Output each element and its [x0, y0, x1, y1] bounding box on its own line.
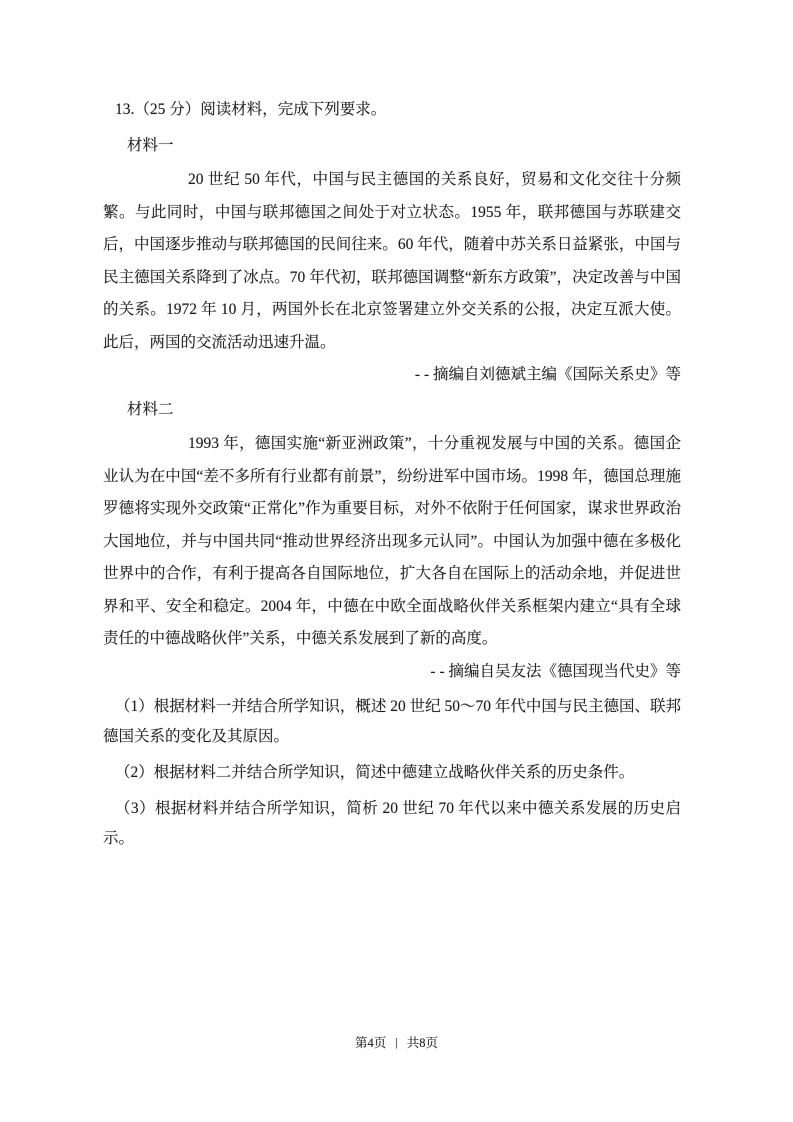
question-header: 13.（25 分）阅读材料，完成下列要求。 [115, 101, 387, 118]
footer-separator: | [395, 1034, 398, 1049]
sub-question-list [103, 692, 681, 854]
material-two-label: 材料二 [127, 400, 174, 418]
page-footer [0, 1033, 793, 1051]
footer-total-pages: 共8页 [406, 1036, 438, 1050]
footer-page-number: 第4页 [355, 1036, 387, 1050]
sub-question-1: （1）根据材料一并结合所学知识，概述 20 世纪 50～70 年代中国与民主德国、联邦德国关系的变化及其原因。 [103, 698, 681, 745]
material-one-paragraph: 20 世纪 50 年代，中国与民主德国的关系良好，贸易和文化交往十分频繁。与此同时，中国与联邦德国之间处于对立状态。1955 年，联邦德国与苏联建交后，中国逐步推动与联邦德国的民间往来。60 年代，随着中苏关系日益紧张，中国与民主德国关系降到了冰点。70 年代初，联邦德国调整“新东方政策”，决定改善与中国的关系。1972 年 10 月，两国外长在北京签署建立外交关系的公报，决定互派大使。此后，两国的交流活动迅速升温。 [103, 171, 681, 351]
sub-question-2: （2）根据材料二并结合所学知识，简述中德建立战略伙伴关系的历史条件。 [115, 764, 635, 781]
sub-question-3: （3）根据材料并结合所学知识，简析 20 世纪 70 年代以来中德关系发展的历史启示。 [103, 800, 681, 847]
material-two-attribution: - - 摘编自吴友法《德国现当代史》等 [430, 662, 681, 680]
exam-question-block [103, 94, 681, 860]
material-one-attribution: - - 摘编自刘德斌主编《国际关系史》等 [414, 366, 681, 383]
material-one-label: 材料一 [127, 136, 174, 154]
material-two-paragraph: 1993 年，德国实施“新亚洲政策”，十分重视发展与中国的关系。德国企业认为在中国“差不多所有行业都有前景”，纷纷进军中国市场。1998 年，德国总理施罗德将实现外交政策“正常化”作为重要目标，对外不依附于任何国家，谋求世界政治大国地位，并与中国共同“推动世界经济出现多元认同”。中国认为加强中德在多极化世界中的合作，有利于提高各自国际地位，扩大各自在国际上的活动余地，并促进世界和平、安全和稳定。2004 年，中德在中欧全面战略伙伴关系框架内建立“具有全球责任的中德战略伙伴”关系，中德关系发展到了新的高度。 [103, 435, 681, 647]
